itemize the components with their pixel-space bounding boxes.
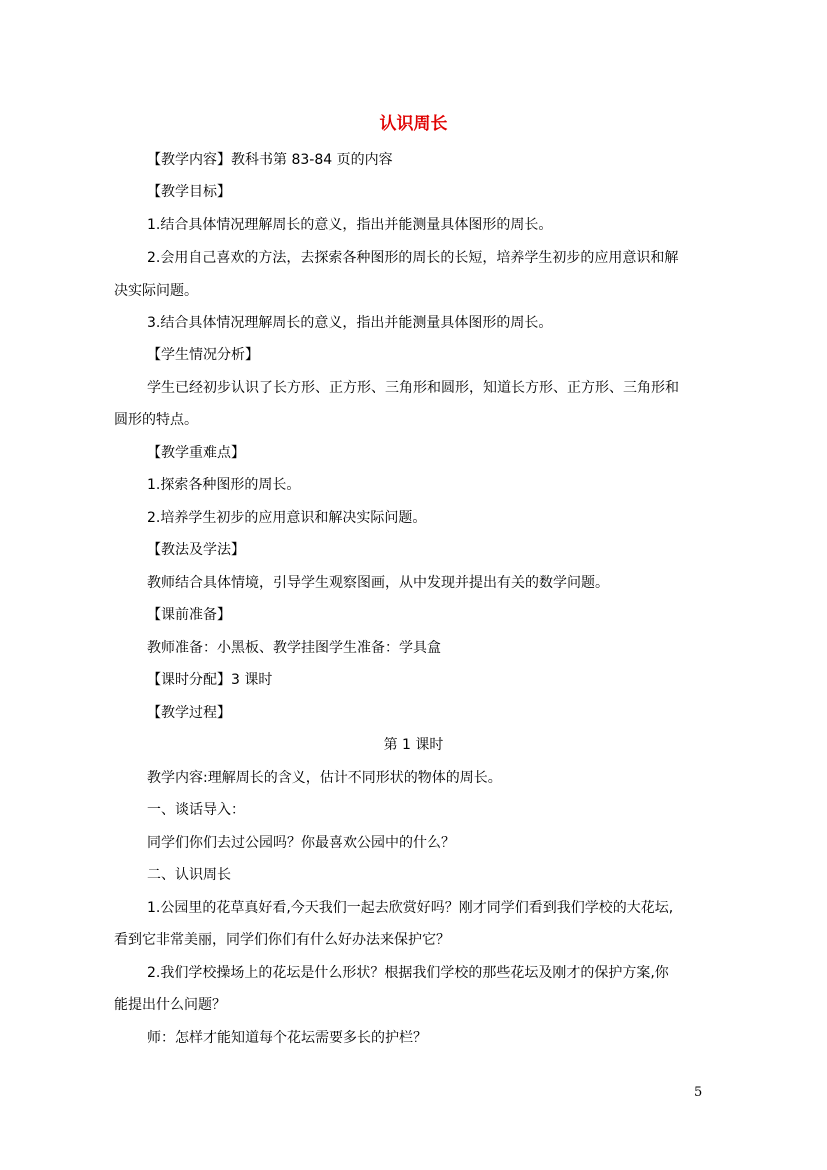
paragraph-2-line-2: 能提出什么问题？: [114, 997, 226, 1013]
teacher-question: 师：怎样才能知道每个花坛需要多长的护栏？: [147, 1030, 427, 1046]
key-points-heading: 【教学重难点】: [147, 445, 245, 461]
goal-1: 1.结合具体情况理解周长的意义，指出并能测量具体图形的周长。: [147, 217, 553, 233]
document-title: 认识周长: [379, 114, 448, 134]
method-heading: 【教法及学法】: [147, 542, 245, 558]
lesson-title: 第 1 课时: [383, 737, 444, 753]
paragraph-1-line-2: 看到它非常美丽，同学们你们有什么好办法来保护它？: [114, 932, 450, 948]
key-point-2: 2.培养学生初步的应用意识和解决实际问题。: [147, 510, 427, 526]
part-2-heading: 二、认识周长: [147, 867, 231, 883]
student-analysis-line-2: 圆形的特点。: [114, 412, 198, 428]
goal-3: 3.结合具体情况理解周长的意义，指出并能测量具体图形的周长。: [147, 315, 553, 331]
paragraph-2-line-1: 2.我们学校操场上的花坛是什么形状？根据我们学校的那些花坛及刚才的保护方案,你: [147, 965, 669, 981]
lesson-content: 教学内容:理解周长的含义，估计不同形状的物体的周长。: [147, 770, 502, 786]
paragraph-1-line-1: 1.公园里的花草真好看,今天我们一起去欣赏好吗？刚才同学们看到我们学校的大花坛,: [147, 900, 674, 916]
preparation-heading: 【课前准备】: [147, 607, 231, 623]
method-text: 教师结合具体情境，引导学生观察图画，从中发现并提出有关的数学问题。: [147, 575, 609, 591]
part-1-text: 同学们你们去过公园吗？你最喜欢公园中的什么？: [147, 835, 455, 851]
time-allocation: 【课时分配】3 课时: [147, 672, 273, 688]
preparation-text: 教师准备：小黑板、教学挂图学生准备：学具盒: [147, 640, 441, 656]
goal-2-line-2: 决实际问题。: [114, 283, 198, 299]
goals-heading: 【教学目标】: [147, 184, 231, 200]
part-1-heading: 一、谈话导入：: [147, 802, 245, 818]
goal-2-line-1: 2.会用自己喜欢的方法，去探索各种图形的周长的长短，培养学生初步的应用意识和解: [147, 250, 679, 266]
page-number: 5: [694, 1085, 703, 1100]
student-analysis-heading: 【学生情况分析】: [147, 347, 259, 363]
process-heading: 【教学过程】: [147, 705, 231, 721]
teaching-content-line: 【教学内容】教科书第 83-84 页的内容: [147, 152, 393, 168]
key-point-1: 1.探索各种图形的周长。: [147, 477, 301, 493]
student-analysis-line-1: 学生已经初步认识了长方形、正方形、三角形和圆形，知道长方形、正方形、三角形和: [147, 380, 679, 396]
